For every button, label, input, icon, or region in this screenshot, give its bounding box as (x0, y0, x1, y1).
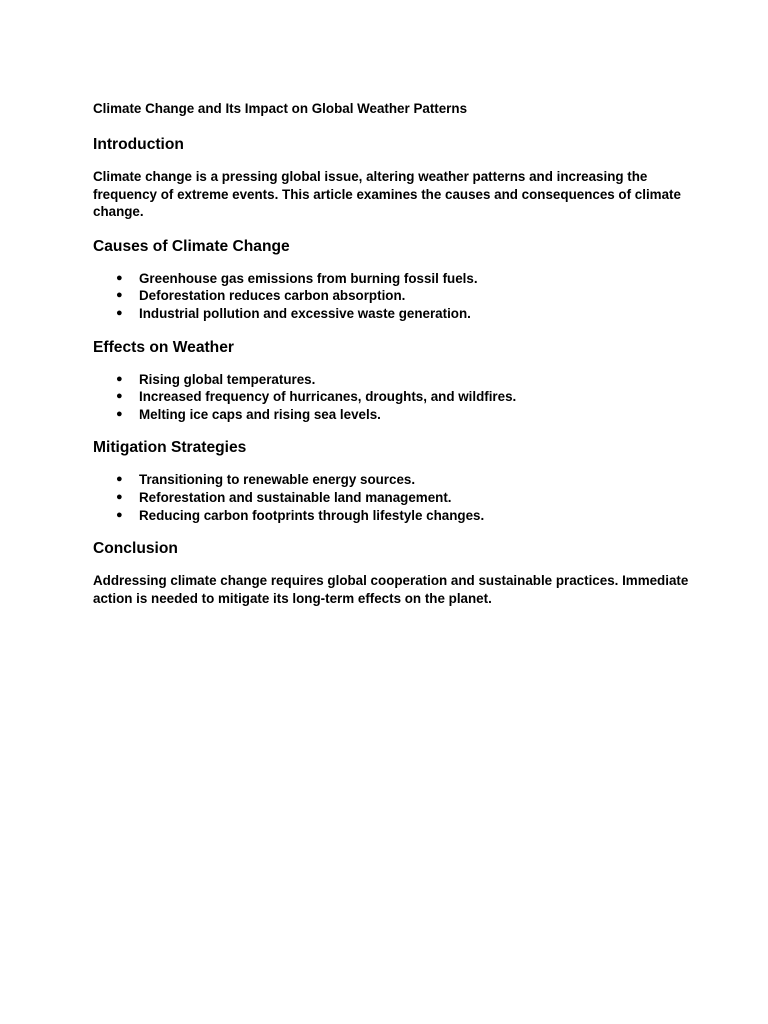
list-item-text: Melting ice caps and rising sea levels. (139, 406, 381, 422)
list-item-text: Transitioning to renewable energy sources. (139, 472, 416, 488)
section-heading: Mitigation Strategies (93, 439, 247, 457)
list-item-text: Greenhouse gas emissions from burning fossil fuels. (139, 270, 478, 286)
section-introduction (93, 135, 693, 221)
section-paragraph: Climate change is a pressing global issue, altering weather patterns and increasing the frequency of extreme events. This article examines the causes and consequences of climate change. (93, 169, 681, 220)
list-item-text: Industrial pollution and excessive waste generation. (139, 305, 471, 321)
list-item-text: Increased frequency of hurricanes, droughts, and wildfires. (139, 389, 517, 405)
list-item (93, 507, 693, 525)
list-item (93, 371, 693, 389)
list-item (93, 471, 693, 489)
list-item (93, 489, 693, 507)
bullet-list (93, 270, 693, 323)
bullet-icon: ● (116, 407, 123, 420)
document-title: Climate Change and Its Impact on Global Weather Patterns (93, 101, 468, 116)
section-mitigation (93, 438, 693, 524)
bullet-list (93, 371, 693, 424)
bullet-icon: ● (116, 271, 123, 284)
list-item-text: Reforestation and sustainable land management. (139, 489, 452, 505)
bullet-icon: ● (116, 473, 123, 486)
list-item (93, 406, 693, 424)
list-item-text: Deforestation reduces carbon absorption. (139, 288, 406, 304)
section-heading: Causes of Climate Change (93, 237, 290, 255)
list-item (93, 287, 693, 305)
section-conclusion (93, 539, 693, 607)
bullet-icon: ● (116, 390, 123, 403)
bullet-icon: ● (116, 490, 123, 503)
list-item (93, 388, 693, 406)
section-heading: Effects on Weather (93, 338, 234, 356)
list-item (93, 270, 693, 288)
section-heading: Introduction (93, 136, 184, 153)
section-causes (93, 237, 693, 323)
list-item-text: Reducing carbon footprints through lifestyle changes. (139, 507, 485, 523)
bullet-icon: ● (116, 306, 123, 319)
bullet-icon: ● (116, 289, 123, 302)
section-paragraph: Addressing climate change requires global cooperation and sustainable practices. Immediate action is needed to mitigate its long-term effects on the planet. (93, 573, 689, 606)
bullet-icon: ● (116, 508, 123, 521)
section-heading: Conclusion (93, 540, 178, 558)
list-item (93, 305, 693, 323)
list-item-text: Rising global temperatures. (139, 371, 316, 387)
bullet-icon: ● (116, 372, 123, 385)
section-effects (93, 338, 693, 424)
bullet-list (93, 471, 693, 524)
document-page (93, 100, 693, 623)
